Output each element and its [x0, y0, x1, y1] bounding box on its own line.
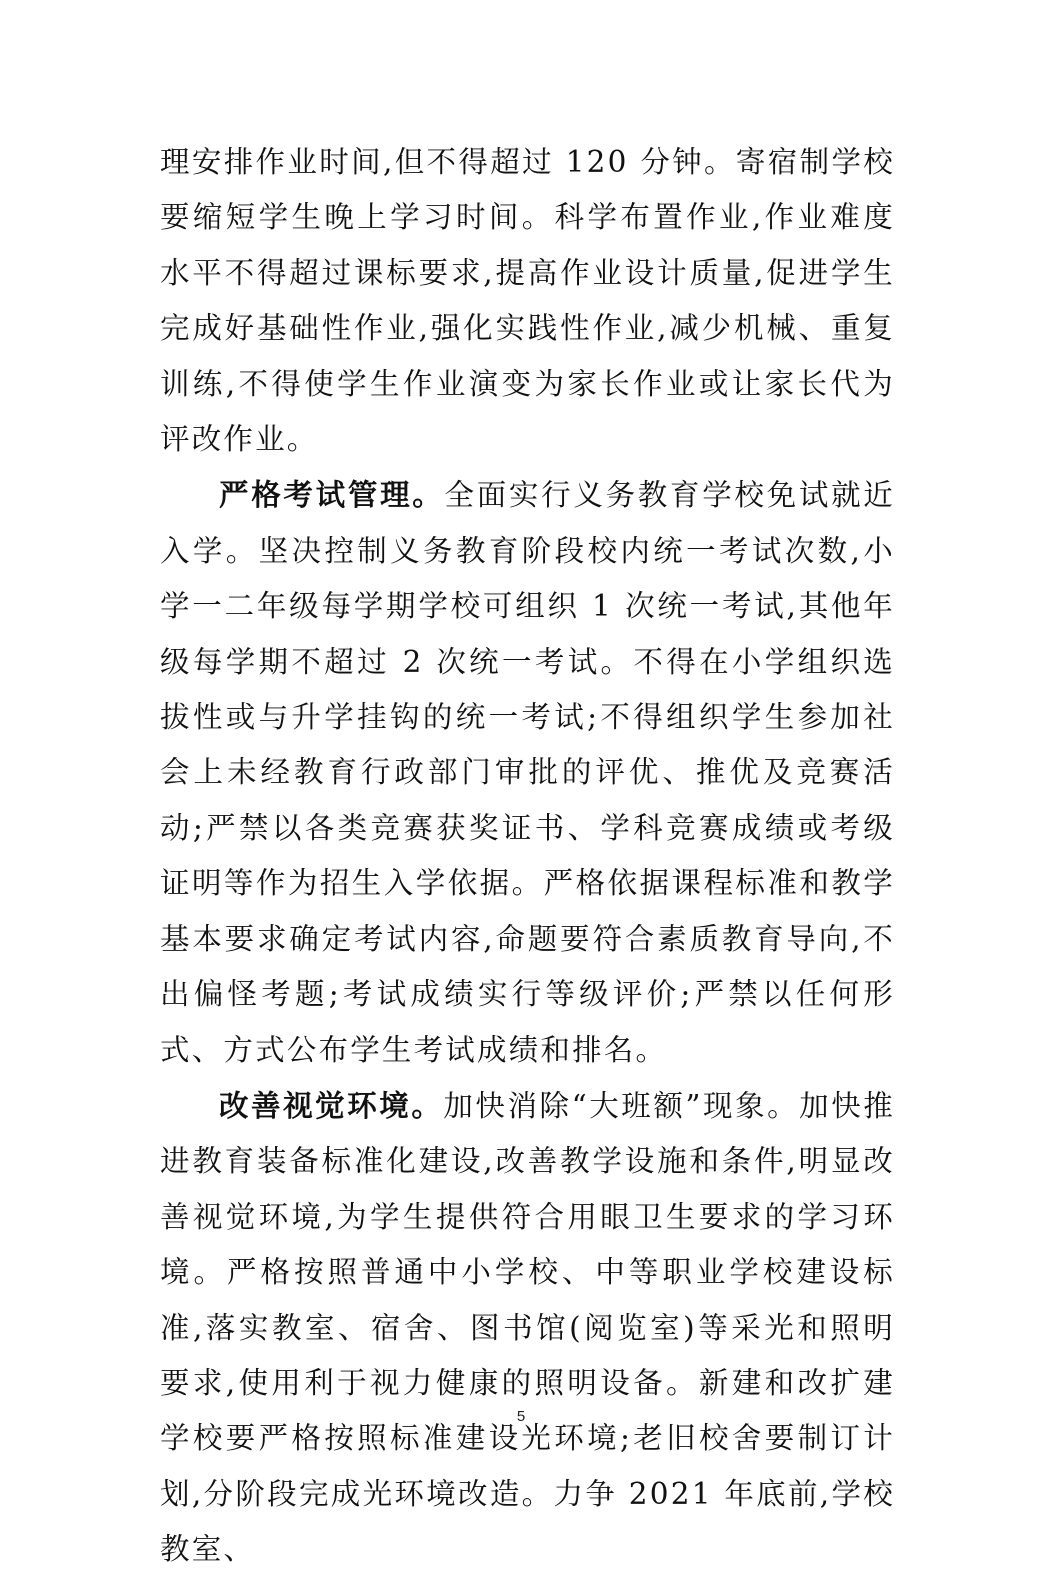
body-text — [160, 135, 895, 1578]
paragraph-exam-management — [160, 467, 895, 1077]
page-number: 5 — [516, 1408, 526, 1425]
paragraph-text: 全面实行义务教育学校免试就近入学。坚决控制义务教育阶段校内统一考试次数,小学一二年级每学期学校可组织 1 次统一考试,其他年级每学期不超过 2 次统一考试。不得在小学组织选拔性或与升学挂钩的统一考试;不得组织学生参加社会上未经教育行政部门审批的评优、推优及竞赛活动;严禁以各类竞赛获奖证书、学科竞赛成绩或考级证明等作为招生入学依据。严格依据课程标准和教学基本要求确定考试内容,命题要符合素质教育导向,不出偏怪考题;考试成绩实行等级评价;严禁以任何形式、方式公布学生考试成绩和排名。 — [160, 478, 895, 1067]
paragraph-heading: 严格考试管理。 — [219, 477, 445, 513]
paragraph-heading: 改善视觉环境。 — [219, 1087, 444, 1123]
paragraph-homework-continued — [160, 135, 895, 467]
paragraph-visual-environment — [160, 1078, 895, 1578]
paragraph-text: 加快消除“大班额”现象。加快推进教育装备标准化建设,改善教学设施和条件,明显改善视觉环境,为学生提供符合用眼卫生要求的学习环境。严格按照普通中小学校、中等职业学校建设标准,落实教室、宿舍、图书馆(阅览室)等采光和照明要求,使用利于视力健康的照明设备。新建和改扩建学校要严格按照标准建设光环境;老旧校舍要制订计划,分阶段完成光环境改造。力争 2021 年底前,学校教室、 — [160, 1088, 895, 1567]
paragraph-text: 理安排作业时间,但不得超过 120 分钟。寄宿制学校要缩短学生晚上学习时间。科学布置作业,作业难度水平不得超过课标要求,提高作业设计质量,促进学生完成好基础性作业,强化实践性作业,减少机械、重复训练,不得使学生作业演变为家长作业或让家长代为评改作业。 — [160, 145, 895, 457]
